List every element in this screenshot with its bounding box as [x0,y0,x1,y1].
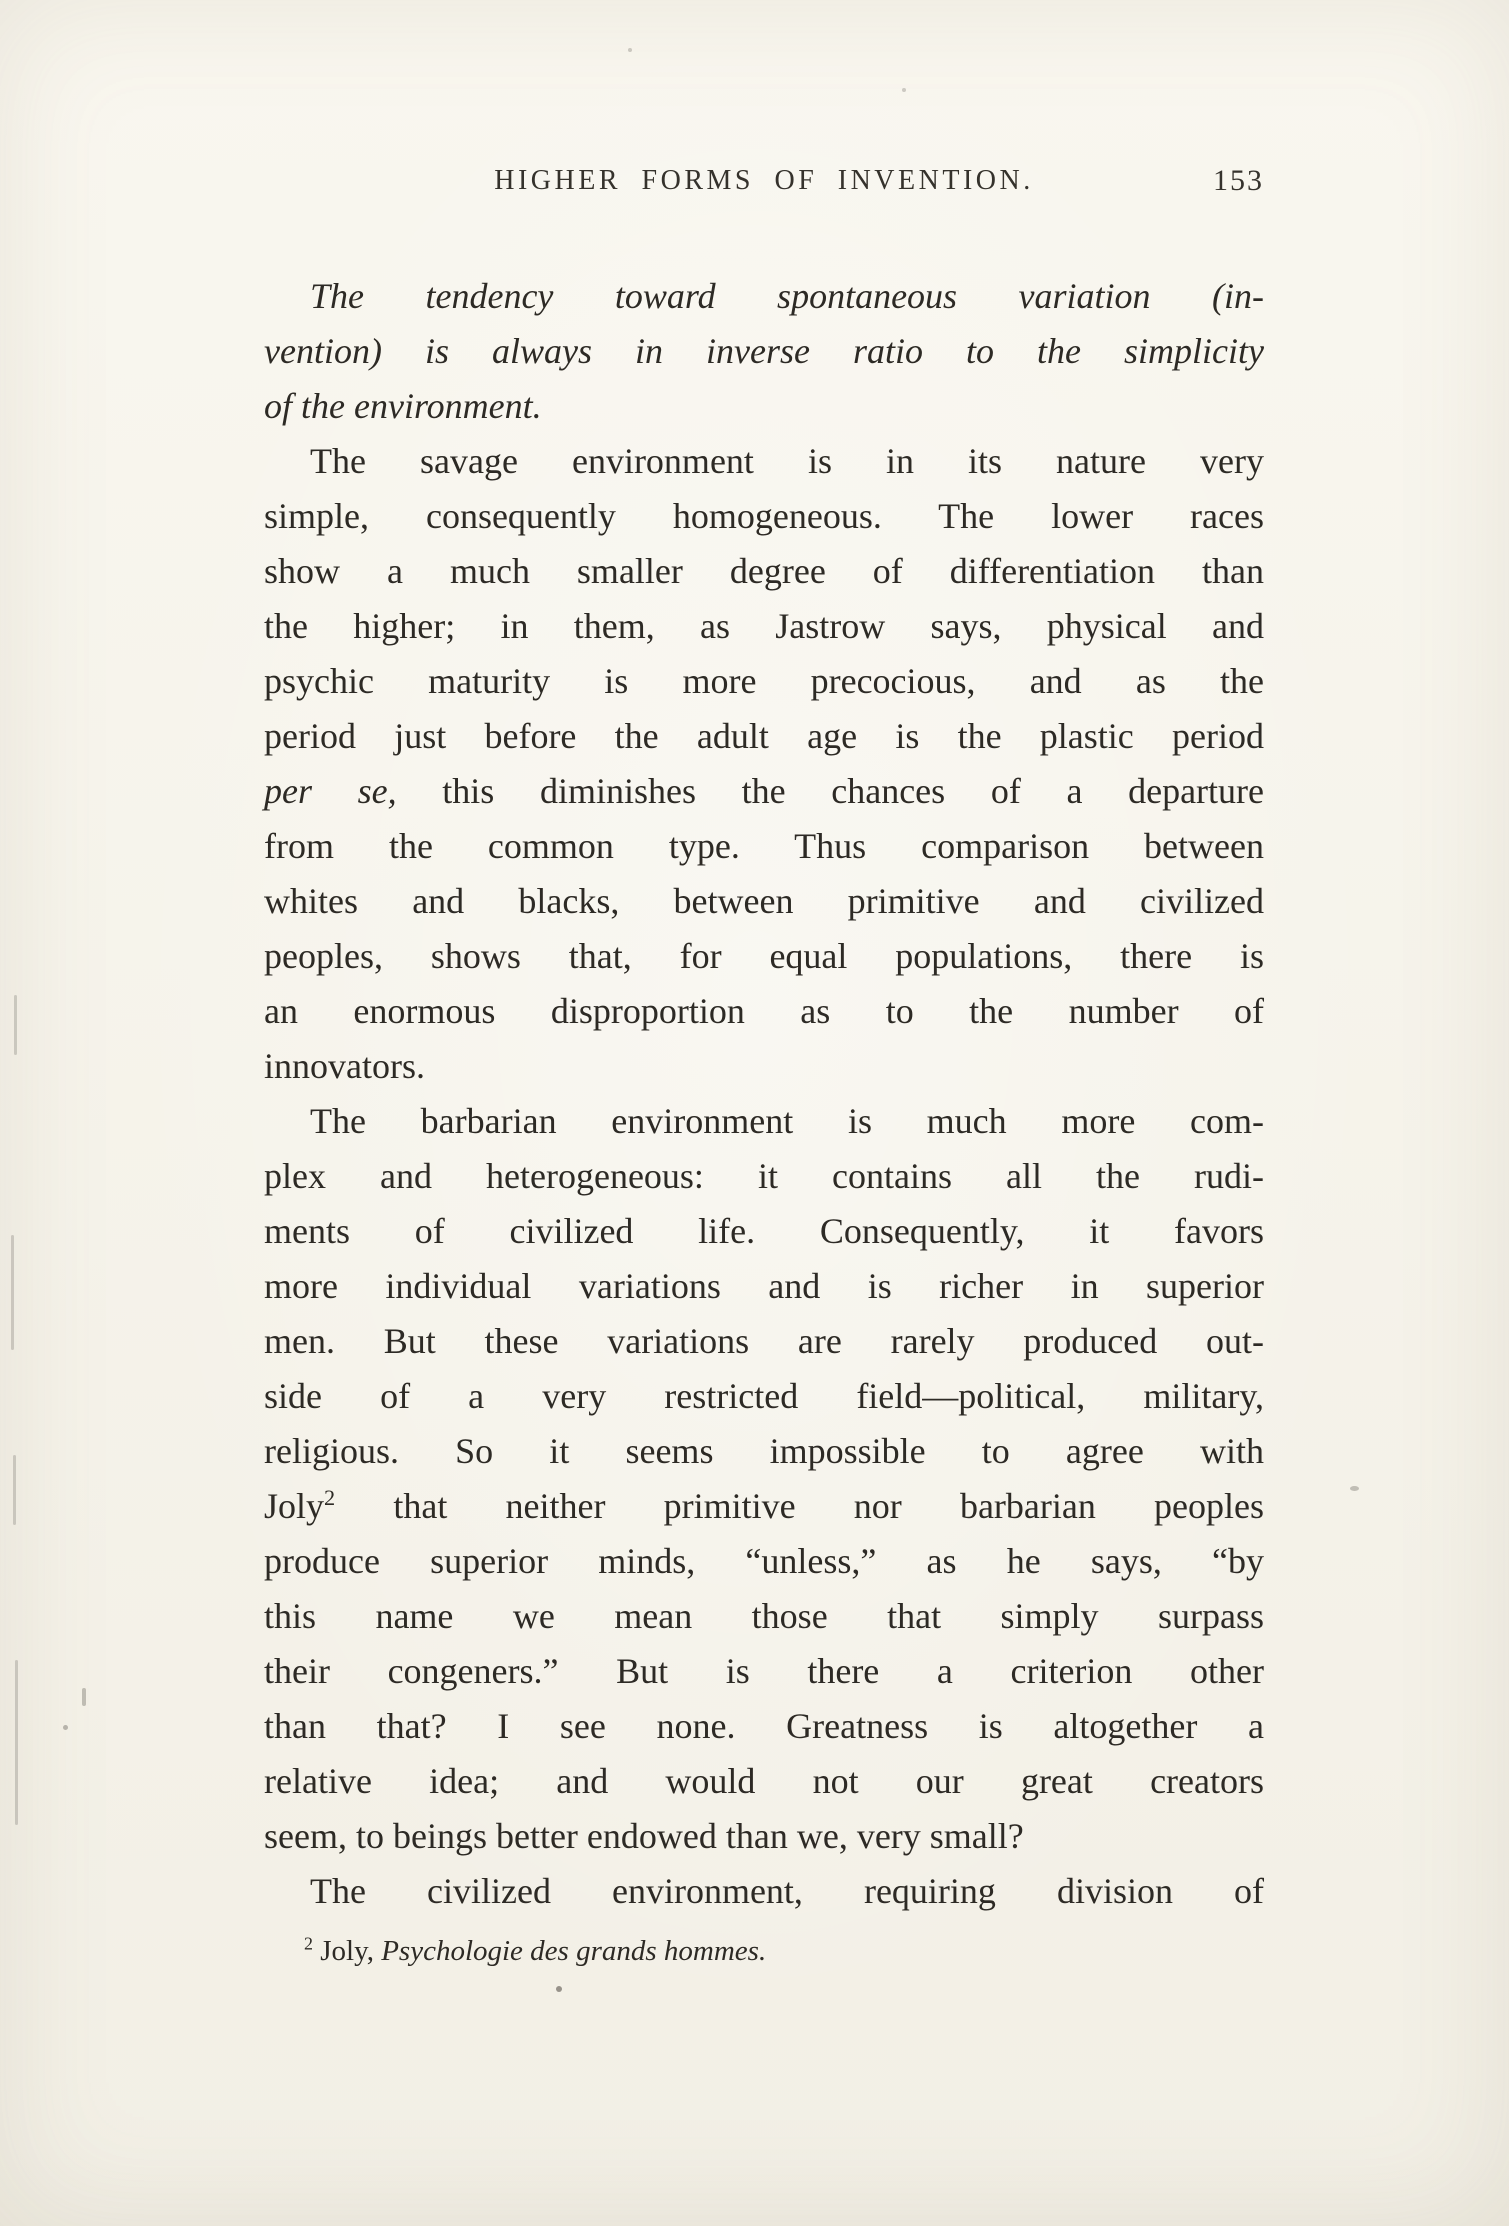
text-line [264,489,1264,544]
text-line [264,1699,1264,1754]
text-line [264,1754,1264,1809]
speck [1350,1486,1359,1491]
text-line [264,1259,1264,1314]
text-line [264,1204,1264,1259]
text-segment: innovators. [264,1046,425,1086]
text-segment: seem, to beings better endowed than we, very small? [264,1816,1024,1856]
text-segment: relative idea; and would not our great creators [264,1761,1264,1801]
text-line [264,1809,1264,1864]
margin-mark [11,1235,14,1350]
text-segment: The civilized environment, requiring division of [310,1871,1264,1911]
text-line [264,599,1264,654]
footnote-marker: 2 [324,1485,336,1510]
paragraph [264,269,1264,434]
text-line [264,929,1264,984]
text-segment: that neither primitive nor barbarian peoples [335,1486,1264,1526]
text-segment: the higher; in them, as Jastrow says, physical and [264,606,1264,646]
text-line [264,324,1264,379]
text-segment: Psychologie des grands hommes. [381,1935,767,1967]
text-segment: The barbarian environment is much more com- [310,1101,1264,1141]
text-segment: produce superior minds, “unless,” as he says, “by [264,1541,1264,1581]
paragraph [264,1864,1264,1919]
speck [628,48,632,52]
text-segment: men. But these variations are rarely produced out- [264,1321,1264,1361]
paragraph [264,434,1264,1094]
text-line [264,434,1264,489]
text-segment: Joly [264,1486,325,1526]
text-line [264,654,1264,709]
margin-mark [15,1660,18,1825]
footnote-marker: 2 [304,1933,313,1954]
text-segment: whites and blacks, between primitive and civilized [264,881,1264,921]
text-line [264,1424,1264,1479]
text-line [264,269,1264,324]
text-segment: this diminishes the chances of a departure [396,771,1264,811]
speck [902,88,906,92]
running-header [264,158,1264,203]
text-line [264,1644,1264,1699]
text-segment: plex and heterogeneous: it contains all the rudi- [264,1156,1264,1196]
text-line [264,1589,1264,1644]
text-segment: an enormous disproportion as to the number of [264,991,1264,1031]
text-segment: ments of civilized life. Consequently, it favors [264,1211,1264,1251]
text-segment: period just before the adult age is the plastic period [264,716,1264,756]
text-line [264,1149,1264,1204]
text-line [264,874,1264,929]
text-line [264,544,1264,599]
text-block [264,269,1264,1919]
text-column [264,158,1264,1973]
text-segment: from the common type. Thus comparison between [264,826,1264,866]
text-line [264,1369,1264,1424]
text-segment: vention) is always in inverse ratio to the simplicity [264,331,1264,371]
text-line [264,1094,1264,1149]
page-number: 153 [1213,164,1264,197]
text-line [264,819,1264,874]
text-line [264,1534,1264,1589]
text-segment: this name we mean those that simply surpass [264,1596,1264,1636]
chapter-title: HIGHER FORMS OF INVENTION. [494,165,1034,196]
margin-mark [14,995,17,1055]
text-segment: simple, consequently homogeneous. The lower races [264,496,1264,536]
text-line [264,379,1264,434]
text-segment: their congeners.” But is there a criterion other [264,1651,1264,1691]
text-segment: peoples, shows that, for equal populations, there is [264,936,1264,976]
paragraph [264,1094,1264,1864]
text-segment: religious. So it seems impossible to agree with [264,1431,1264,1471]
footnote [264,1929,1264,1973]
text-line [264,764,1264,819]
text-line [264,1479,1264,1534]
text-segment: more individual variations and is richer in superior [264,1266,1264,1306]
text-line [264,1864,1264,1919]
margin-mark [82,1688,86,1706]
text-segment: The savage environment is in its nature very [310,441,1264,481]
margin-mark [13,1455,16,1525]
text-line [264,709,1264,764]
text-segment: side of a very restricted field—political, military, [264,1376,1264,1416]
text-segment: psychic maturity is more precocious, and as the [264,661,1264,701]
text-segment: of the environment. [264,386,542,426]
text-line [264,1039,1264,1094]
text-line [264,1314,1264,1369]
text-segment: show a much smaller degree of differentiation than [264,551,1264,591]
text-segment: The tendency toward spontaneous variation (in- [310,276,1264,316]
text-segment: per se, [264,771,397,811]
text-line [264,984,1264,1039]
speck [63,1725,68,1730]
text-segment: Joly, [312,1935,382,1967]
text-segment: than that? I see none. Greatness is altogether a [264,1706,1264,1746]
ink-dot [556,1986,562,1992]
